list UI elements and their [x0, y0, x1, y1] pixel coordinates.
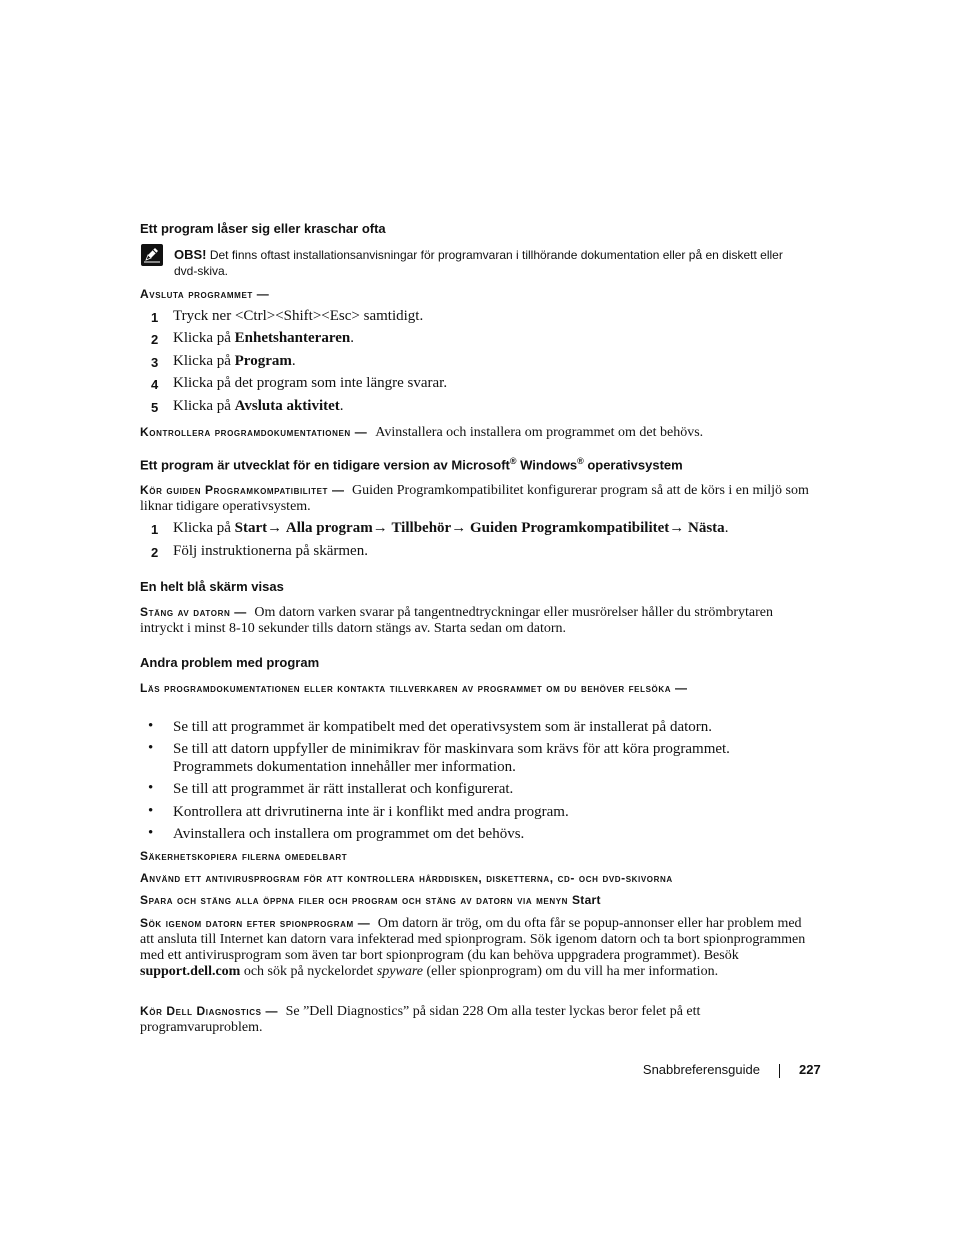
- footer-divider: [779, 1064, 780, 1078]
- bullet: •: [148, 780, 154, 796]
- step-text: Följ instruktionerna på skärmen.: [173, 543, 368, 559]
- step-number: 2: [151, 332, 159, 347]
- paragraph-dell-diagnostics: [140, 1003, 814, 1036]
- note-text: Det finns oftast installationsanvisningar för programvaran i tillhörande dokumentation eller på en diskett eller dvd-skiva.: [174, 248, 783, 278]
- step-text: Klicka på Avsluta aktivitet.: [173, 398, 344, 414]
- step-text-menu-path: Klicka på Start→ Alla program→ Tillbehör→ Guiden Programkompatibilitet→ Nästa.: [173, 520, 729, 536]
- subheading-end-program: Avsluta programmet —: [140, 287, 270, 301]
- list-item: Kontrollera att drivrutinerna inte är i konflikt med andra program.: [173, 804, 569, 820]
- bullet: •: [148, 740, 154, 756]
- list-item: Se till att programmet är rätt installerat och konfigurerat.: [173, 781, 514, 797]
- footer-page-number: 227: [799, 1062, 821, 1077]
- bullet: •: [148, 803, 154, 819]
- subheading-save-and-shutdown: Spara och stäng alla öppna filer och program och stäng av datorn via menyn Start: [140, 893, 601, 907]
- subheading-shut-down: Stäng av datorn —: [140, 605, 247, 619]
- bullet: •: [148, 718, 154, 734]
- bullet: •: [148, 825, 154, 841]
- step-text: Klicka på Enhetshanteraren.: [173, 330, 354, 346]
- note-pencil-icon: [141, 244, 163, 266]
- support-link[interactable]: support.dell.com: [140, 964, 241, 979]
- paragraph-check-documentation: [140, 423, 703, 441]
- paragraph-text: Se ”Dell Diagnostics” på sidan 228 Om alla tester lyckas beror felet på ett programvaruproblem.: [140, 1004, 701, 1035]
- paragraph-compatibility-wizard: [140, 482, 814, 515]
- subheading-compatibility-wizard: Kör guiden Programkompatibilitet —: [140, 483, 345, 497]
- list-item: Avinstallera och installera om programmet om det behövs.: [173, 826, 525, 842]
- step-number: 5: [151, 400, 159, 415]
- step-number: 1: [151, 522, 159, 537]
- list-item: Se till att programmet är kompatibelt med det operativsystem som är installerat på datorn.: [173, 719, 713, 735]
- subheading-read-documentation: Läs programdokumentationen eller kontakta tillverkaren av programmet om du behöver felsöka —: [140, 681, 688, 695]
- step-number: 2: [151, 545, 159, 560]
- note-label: OBS!: [174, 247, 207, 262]
- section-heading-older-windows: Ett program är utvecklat för en tidigare version av Microsoft® Windows® operativsystem: [140, 456, 683, 473]
- subheading-dell-diagnostics: Kör Dell Diagnostics —: [140, 1004, 279, 1018]
- subheading-antivirus: Använd ett antivirusprogram för att kontrollera hårddisken, disketterna, cd- och dvd-skivorna: [140, 871, 673, 885]
- subheading-backup-files: Säkerhetskopiera filerna omedelbart: [140, 849, 348, 863]
- section-heading-blue-screen: En helt blå skärm visas: [140, 579, 284, 594]
- paragraph-shut-down: [140, 604, 814, 637]
- paragraph-text: Om datorn varken svarar på tangentnedtryckningar eller musrörelser håller du strömbrytaren intryckt i minst 8-10 sekunder tills datorn stängs av. Starta sedan om datorn.: [140, 605, 773, 636]
- section-heading-other-problems: Andra problem med program: [140, 655, 320, 670]
- section-heading-program-hangs: Ett program låser sig eller kraschar ofta: [140, 221, 386, 236]
- list-item: Se till att datorn uppfyller de minimikrav för maskinvara som krävs för att köra programmet. Programmets dokumentation innehåller mer information.: [173, 741, 730, 775]
- subheading-check-documentation: Kontrollera programdokumentationen —: [140, 425, 368, 439]
- step-number: 3: [151, 355, 159, 370]
- step-number: 1: [151, 310, 159, 325]
- subheading-spyware: Sök igenom datorn efter spionprogram —: [140, 916, 371, 930]
- step-text: Klicka på det program som inte längre svarar.: [173, 375, 448, 391]
- step-number: 4: [151, 377, 159, 392]
- footer-guide-title: Snabbreferensguide: [642, 1062, 760, 1077]
- step-text: Klicka på Program.: [173, 353, 296, 369]
- paragraph-text: Avinstallera och installera om programmet om det behövs.: [375, 425, 704, 440]
- paragraph-text: Guiden Programkompatibilitet konfigurerar program så att de körs i en miljö som liknar tidigare operativsystem.: [140, 483, 809, 514]
- step-text: Tryck ner <Ctrl><Shift><Esc> samtidigt.: [173, 308, 424, 324]
- note-block: [174, 247, 804, 279]
- paragraph-spyware: Sök igenom datorn efter spionprogram — Om datorn är trög, om du ofta får se popup-annonser eller har problem med att ansluta till Internet kan datorn vara infekterad med spionprogram. Sök igenom datorn och ta bort spionprogrammen med ett antivirusprogram som även tar bort spionprogram (du kan behöva uppgradera programmet). Besök support.dell.com och sök på nyckelordet spyware (eller spionprogram) om du vill ha mer information.: [140, 916, 806, 979]
